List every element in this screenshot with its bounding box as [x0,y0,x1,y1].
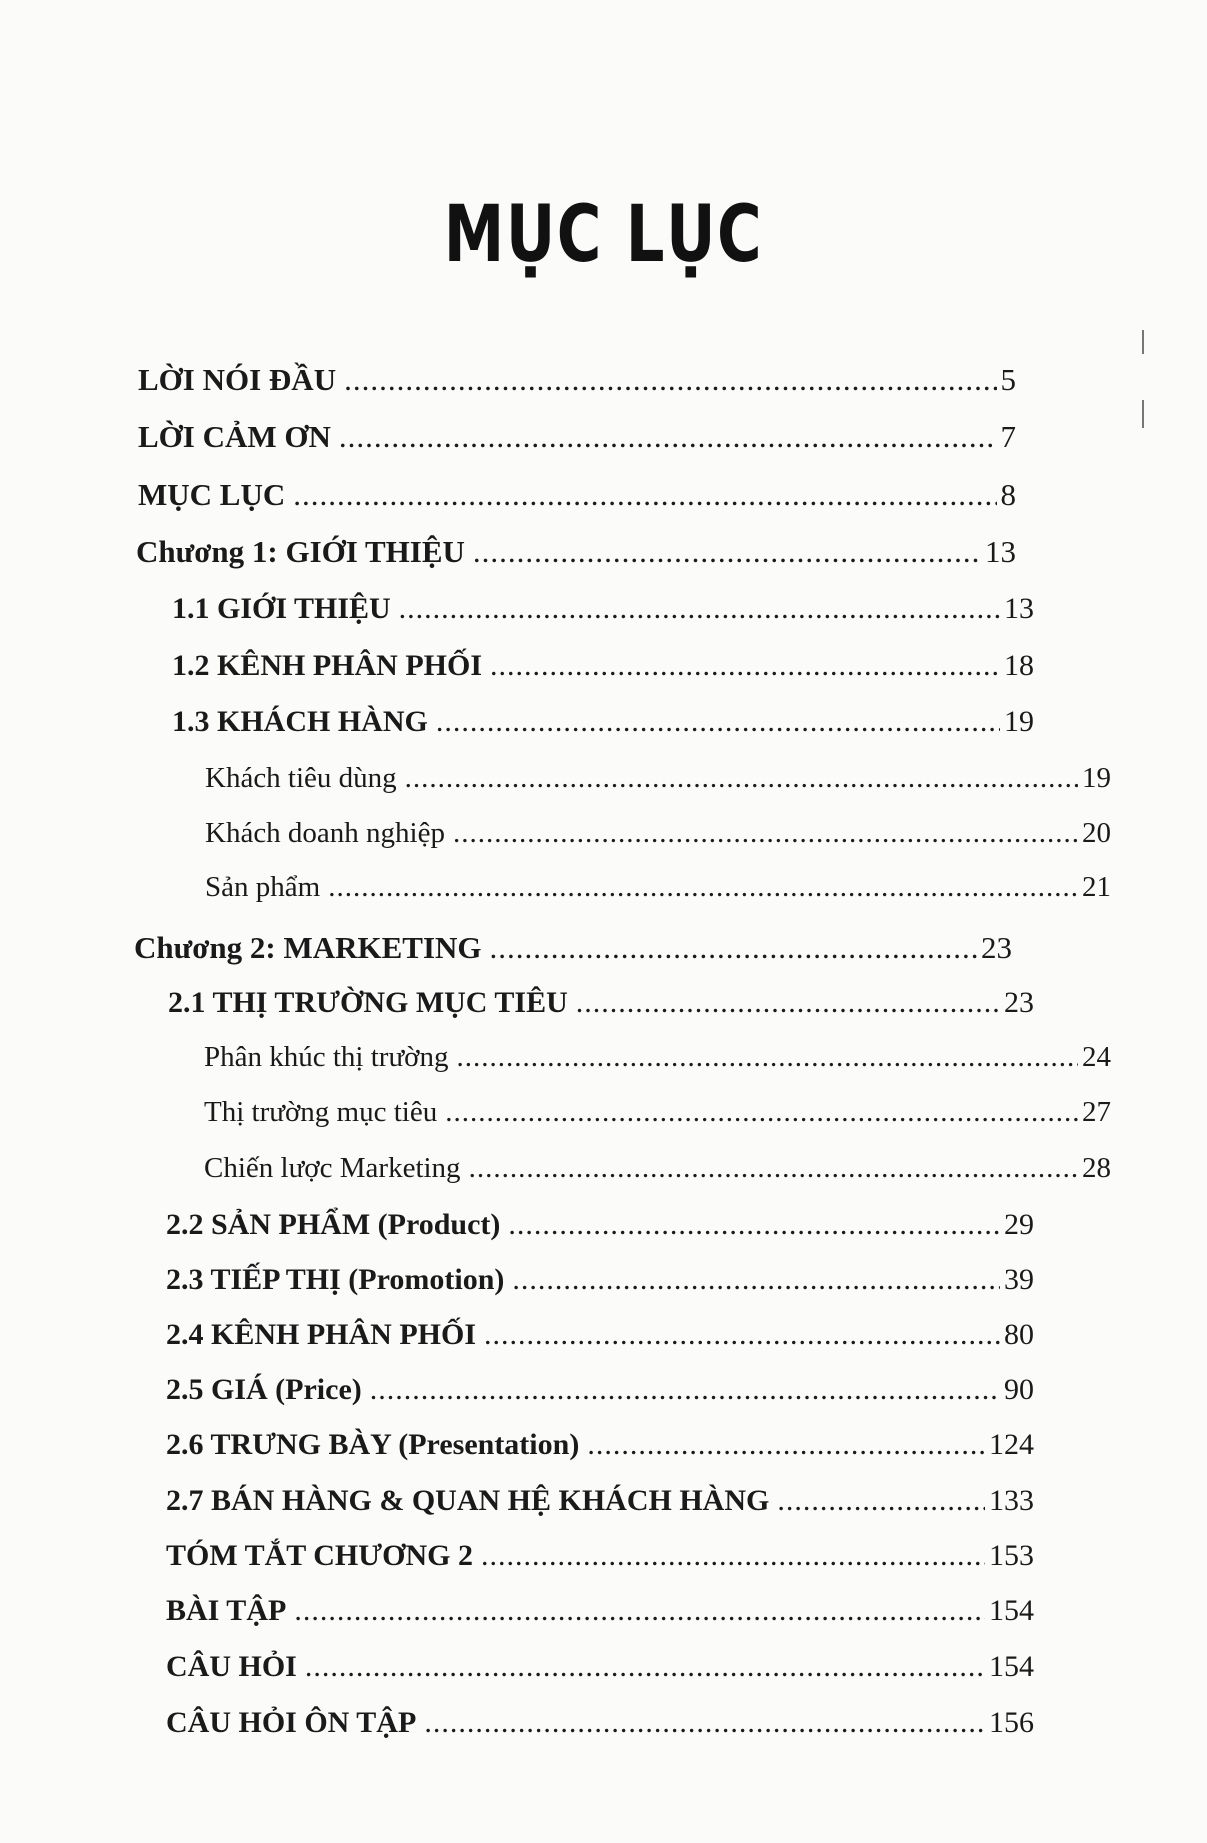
dot-leader [436,705,1000,739]
toc-entry-label: LỜI CẢM ƠN [138,419,331,454]
toc-page-number: 133 [989,1484,1034,1517]
dot-leader [445,1096,1078,1129]
toc-page-number: 5 [1000,362,1016,397]
dot-leader [490,649,1000,683]
toc-entry[interactable] [172,592,1034,626]
toc-entry[interactable] [172,649,1034,683]
toc-entry[interactable] [138,477,1016,513]
toc-entry[interactable] [204,1041,1111,1074]
page-title: MỤC LỤC [443,190,764,280]
toc-entry[interactable] [166,1318,1034,1352]
dot-leader [587,1428,985,1462]
toc-entry-label: LỜI NÓI ĐẦU [138,362,337,397]
toc-entry[interactable] [166,1263,1034,1297]
dot-leader [293,477,996,513]
toc-entry[interactable] [138,419,1016,455]
toc-entry[interactable] [166,1539,1034,1573]
toc-entry-label: 1.2 KÊNH PHÂN PHỐI [172,649,483,682]
toc-entry[interactable] [172,705,1034,739]
toc-entry-label: Khách tiêu dùng [205,762,397,794]
toc-page-number: 153 [989,1539,1034,1572]
toc-page-number: 19 [1082,762,1111,794]
toc-page-number: 29 [1004,1208,1034,1241]
toc-page-number: 13 [985,534,1016,569]
toc-entry[interactable] [204,1096,1111,1129]
dot-leader [405,762,1078,795]
dot-leader [484,1318,1000,1352]
toc-entry-label: 2.2 SẢN PHẨM (Product) [166,1208,501,1241]
toc-entry-label: Khách doanh nghiệp [205,817,445,849]
toc-entry[interactable] [166,1706,1034,1740]
page-edge-mark [1142,330,1144,354]
toc-entry[interactable] [204,1152,1111,1185]
toc-page-number: 90 [1004,1373,1034,1406]
toc-entry[interactable] [166,1208,1034,1242]
dot-leader [512,1263,1000,1297]
dot-leader [294,1594,985,1628]
dot-leader [453,817,1078,850]
toc-page-number: 23 [1004,986,1034,1019]
dot-leader [469,1152,1078,1185]
toc-entry-label: Chiến lược Marketing [204,1152,461,1184]
toc-entry[interactable] [166,1484,1034,1518]
toc-entry-label: TÓM TẮT CHƯƠNG 2 [166,1539,473,1572]
dot-leader [490,930,977,966]
toc-page-number: 23 [981,930,1012,965]
dot-leader [339,419,997,455]
toc-entry-label: 1.1 GIỚI THIỆU [172,592,391,625]
page-edge-mark [1142,400,1144,428]
toc-page-number: 124 [989,1428,1034,1461]
toc-entry-label: 1.3 KHÁCH HÀNG [172,705,428,738]
toc-entry[interactable] [166,1594,1034,1628]
toc-entry-label: 2.1 THỊ TRƯỜNG MỤC TIÊU [168,986,568,1019]
toc-page-number: 20 [1082,817,1111,849]
toc-page-number: 27 [1082,1096,1111,1128]
toc-entry[interactable] [205,817,1111,850]
toc-entry-label: 2.6 TRƯNG BÀY (Presentation) [166,1428,580,1461]
dot-leader [399,592,1000,626]
toc-entry-label: Chương 2: MARKETING [134,930,482,965]
toc-entry[interactable] [168,986,1034,1020]
toc-entry-label: CÂU HỎI ÔN TẬP [166,1706,417,1739]
toc-entry[interactable] [166,1428,1034,1462]
dot-leader [576,986,1000,1020]
dot-leader [305,1650,985,1684]
toc-entry-label: Sản phẩm [205,871,321,903]
toc-page-number: 18 [1004,649,1034,682]
toc-page-number: 28 [1082,1152,1111,1184]
toc-page-number: 13 [1004,592,1034,625]
toc-page-number: 24 [1082,1041,1111,1073]
toc-entry-label: 2.3 TIẾP THỊ (Promotion) [166,1263,505,1296]
toc-entry-label: Thị trường mục tiêu [204,1096,438,1128]
toc-entry[interactable] [134,930,1012,966]
toc-entry-label: BÀI TẬP [166,1594,287,1627]
toc-entry-label: Chương 1: GIỚI THIỆU [136,534,465,569]
toc-entry[interactable] [166,1373,1034,1407]
toc-entry-label: 2.4 KÊNH PHÂN PHỐI [166,1318,477,1351]
toc-page-number: 80 [1004,1318,1034,1351]
toc-page-number: 8 [1000,477,1016,512]
toc-entry[interactable] [205,871,1111,904]
toc-entry-label: 2.5 GIÁ (Price) [166,1373,362,1406]
toc-page-number: 156 [989,1706,1034,1739]
toc-page-number: 154 [989,1594,1034,1627]
dot-leader [481,1539,985,1573]
dot-leader [777,1484,985,1518]
dot-leader [473,534,981,570]
toc-page-number: 39 [1004,1263,1034,1296]
toc-entry-label: CÂU HỎI [166,1650,297,1683]
dot-leader [328,871,1078,904]
dot-leader [508,1208,1000,1242]
toc-page-number: 21 [1082,871,1111,903]
toc-entry-label: Phân khúc thị trường [204,1041,449,1073]
toc-page-number: 19 [1004,705,1034,738]
dot-leader [370,1373,1000,1407]
dot-leader [344,362,996,398]
toc-entry[interactable] [166,1650,1034,1684]
toc-entry-label: MỤC LỤC [138,477,286,512]
dot-leader [457,1041,1078,1074]
toc-entry[interactable] [136,534,1016,570]
toc-page-number: 154 [989,1650,1034,1683]
toc-page-number: 7 [1000,419,1016,454]
toc-entry-label: 2.7 BÁN HÀNG & QUAN HỆ KHÁCH HÀNG [166,1484,770,1517]
toc-entry[interactable] [205,762,1111,795]
toc-entry[interactable] [138,362,1016,398]
dot-leader [424,1706,985,1740]
